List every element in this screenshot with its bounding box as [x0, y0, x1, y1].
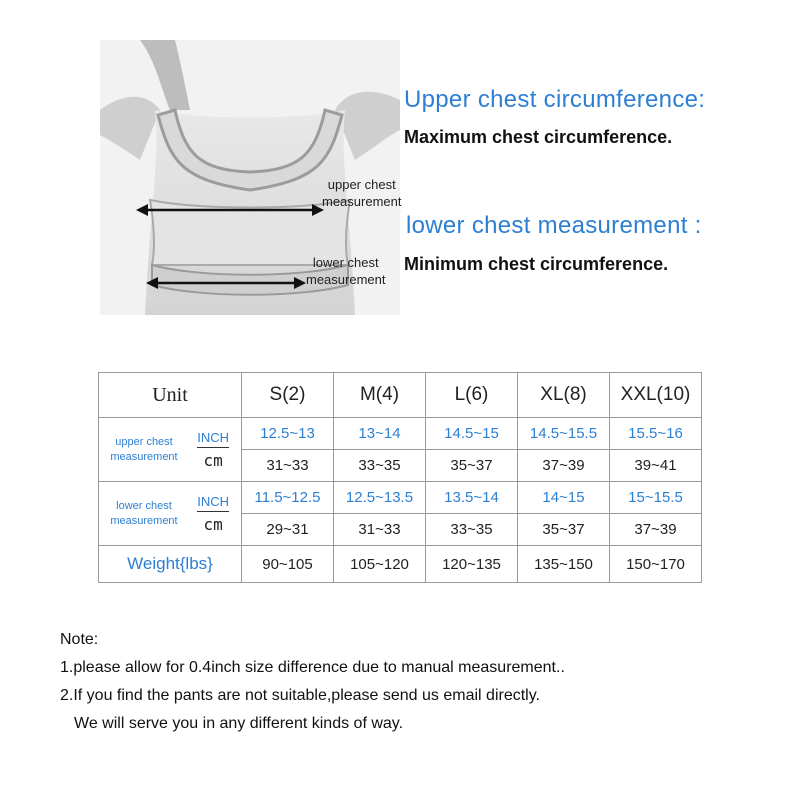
table-cell: 14~15	[518, 482, 610, 514]
table-cell: 11.5~12.5	[242, 482, 334, 514]
inch-unit-label: INCH	[197, 430, 229, 448]
weight-row-label	[99, 546, 242, 583]
table-cell: 37~39	[518, 450, 610, 482]
upper-chest-callout: upper chest measurement	[322, 177, 402, 209]
table-cell: 12.5~13.5	[334, 482, 426, 514]
table-cell: 35~37	[518, 514, 610, 546]
lower-chest-row-label	[99, 482, 242, 546]
lower-chest-callout: lower chest measurement	[306, 255, 386, 287]
table-cell: 13.5~14	[426, 482, 518, 514]
table-row	[99, 482, 702, 514]
table-cell: 31~33	[334, 514, 426, 546]
table-cell: 31~33	[242, 450, 334, 482]
upper-chest-description: Maximum chest circumference.	[404, 127, 673, 147]
row-label-text: lower chest	[116, 499, 172, 512]
inch-unit-label: INCH	[197, 494, 229, 512]
size-header: M(4)	[334, 373, 426, 418]
cm-unit-label: cm	[203, 450, 223, 470]
row-label-text: upper chest	[115, 435, 173, 448]
size-header: L(6)	[426, 373, 518, 418]
lower-chest-description: Minimum chest circumference.	[404, 254, 669, 274]
size-header: XXL(10)	[610, 373, 702, 418]
table-cell: 29~31	[242, 514, 334, 546]
size-chart-table	[98, 372, 702, 583]
note-line: 1.please allow for 0.4inch size difference due to manual measurement..	[60, 659, 565, 676]
size-header: XL(8)	[518, 373, 610, 418]
note-line: 2.If you find the pants are not suitable,please send us email directly.	[60, 687, 540, 704]
unit-header: Unit	[99, 373, 242, 418]
table-cell: 90~105	[242, 546, 334, 583]
upper-chest-row-label	[99, 418, 242, 482]
size-header: S(2)	[242, 373, 334, 418]
table-cell: 39~41	[610, 450, 702, 482]
table-cell: 120~135	[426, 546, 518, 583]
table-cell: 105~120	[334, 546, 426, 583]
table-row	[99, 418, 702, 450]
notes-section	[60, 626, 565, 738]
note-line: We will serve you in any different kinds of way.	[74, 715, 404, 732]
table-cell: 14.5~15	[426, 418, 518, 450]
table-header-row	[99, 373, 702, 418]
table-cell: 33~35	[426, 514, 518, 546]
row-label-text: measurement	[110, 514, 178, 527]
table-cell: 37~39	[610, 514, 702, 546]
table-cell: 12.5~13	[242, 418, 334, 450]
table-cell: 14.5~15.5	[518, 418, 610, 450]
table-cell: 135~150	[518, 546, 610, 583]
table-row	[99, 546, 702, 583]
weight-label: Weight{lbs}	[127, 554, 213, 573]
table-cell: 15.5~16	[610, 418, 702, 450]
row-label-text: measurement	[110, 450, 178, 463]
table-cell: 150~170	[610, 546, 702, 583]
upper-chest-heading: Upper chest circumference:	[404, 86, 706, 113]
table-cell: 13~14	[334, 418, 426, 450]
notes-title: Note:	[60, 631, 99, 648]
lower-chest-heading: lower chest measurement :	[406, 212, 702, 239]
table-cell: 15~15.5	[610, 482, 702, 514]
table-cell: 33~35	[334, 450, 426, 482]
table-cell: 35~37	[426, 450, 518, 482]
cm-unit-label: cm	[203, 514, 223, 534]
